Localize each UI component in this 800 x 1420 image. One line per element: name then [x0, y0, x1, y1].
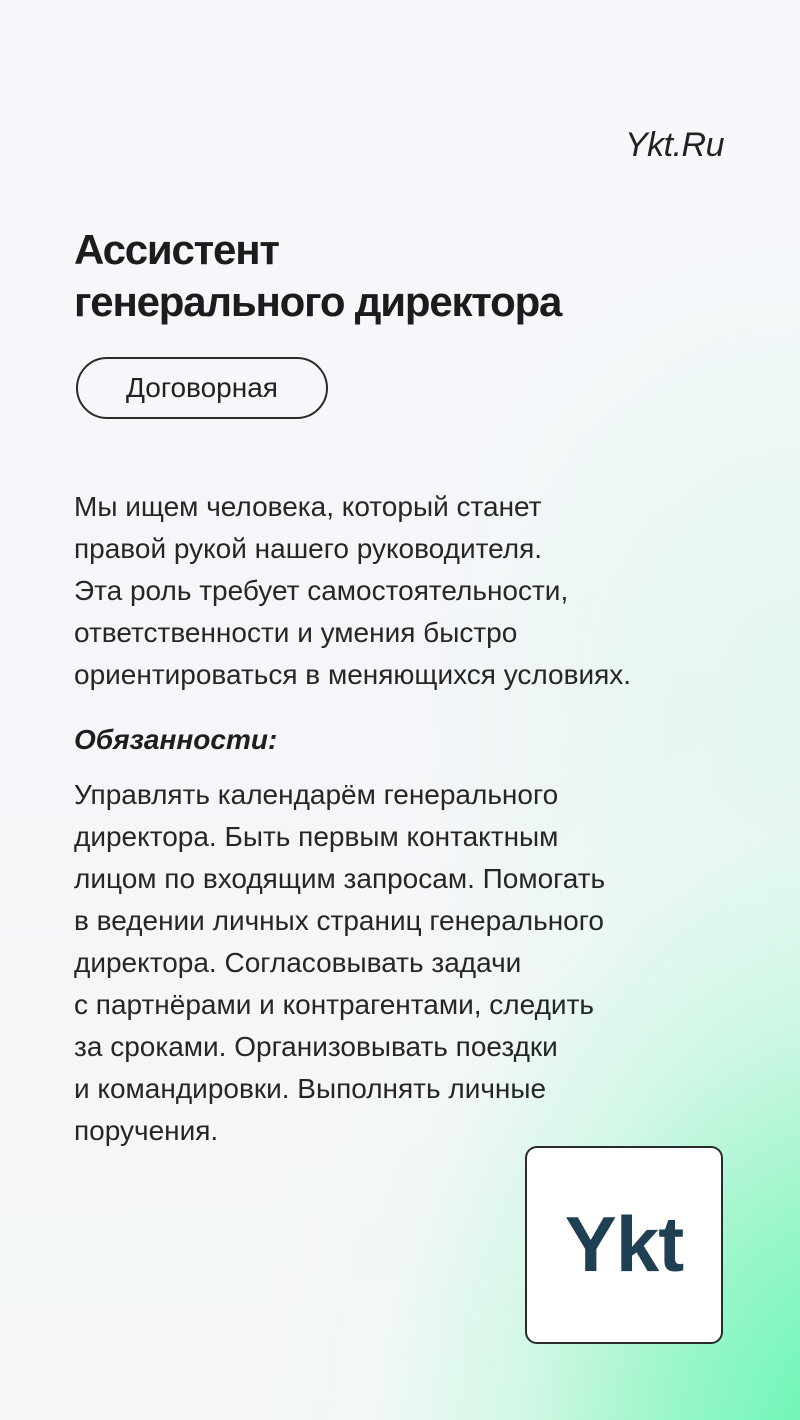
salary-badge: Договорная	[76, 357, 328, 419]
duties-heading: Обязанности:	[74, 724, 278, 755]
duties-line: в ведении личных страниц генерального	[74, 905, 604, 936]
ykt-logo-text: Ykt	[564, 1199, 684, 1288]
brand-wordmark: Ykt.Ru	[624, 126, 724, 164]
duties-line: Управлять календарём генерального	[74, 779, 559, 810]
intro-line: Эта роль требует самостоятельности,	[74, 575, 569, 606]
duties-line: поручения.	[74, 1115, 219, 1146]
vacancy-intro	[74, 486, 754, 696]
intro-line: Мы ищем человека, который станет	[74, 491, 542, 522]
duties-line: за сроками. Организовывать поездки	[74, 1031, 558, 1062]
vacancy-title-line: генерального директора	[74, 278, 562, 325]
duties-description	[74, 774, 754, 1152]
duties-line: и командировки. Выполнять личные	[74, 1073, 547, 1104]
intro-line: правой рукой нашего руководителя.	[74, 533, 543, 564]
duties-line: с партнёрами и контрагентами, следить	[74, 989, 594, 1020]
ykt-logo	[525, 1146, 723, 1344]
intro-line: ориентироваться в меняющихся условиях.	[74, 659, 632, 690]
duties-line: директора. Быть первым контактным	[74, 821, 559, 852]
duties-line: директора. Согласовывать задачи	[74, 947, 522, 978]
duties-line: лицом по входящим запросам. Помогать	[74, 863, 606, 894]
vacancy-title	[74, 224, 561, 328]
intro-line: ответственности и умения быстро	[74, 617, 518, 648]
vacancy-title-line: Ассистент	[74, 226, 279, 273]
